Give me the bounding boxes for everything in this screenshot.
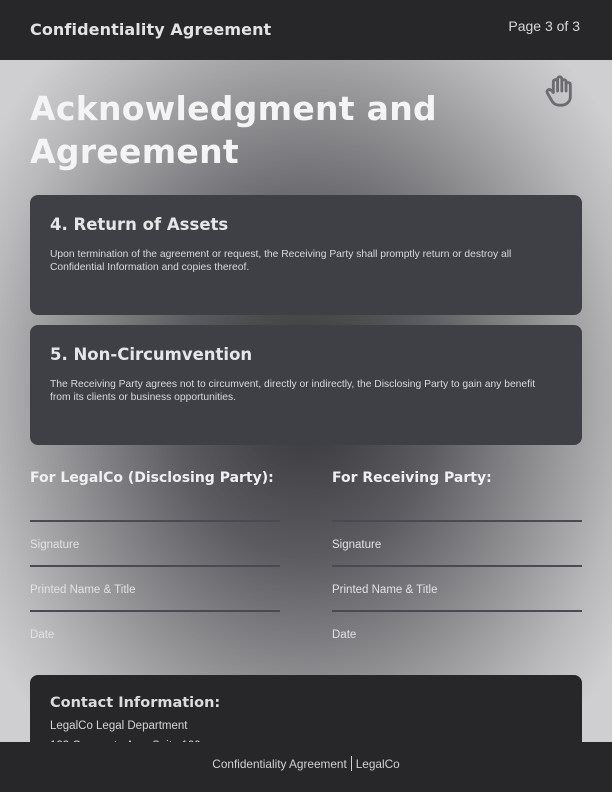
footer-separator [351, 756, 352, 771]
signature-block-heading: For Receiving Party: [332, 470, 492, 486]
header-bar [0, 0, 612, 60]
page-title: Acknowledgment and Agreement [30, 89, 437, 171]
field-label: Printed Name & Title [30, 584, 136, 596]
contact-line: LegalCo Legal Department [50, 720, 188, 732]
page-indicator: Page 3 of 3 [508, 18, 580, 34]
date-field[interactable] [30, 610, 280, 655]
section-return-of-assets [30, 195, 582, 315]
signature-field[interactable] [332, 520, 582, 565]
footer-document-name: Confidentiality Agreement [212, 757, 347, 771]
section-body: Upon termination of the agreement or request, the Receiving Party shall promptly return or destroy all Confidential Information and copies thereof. [50, 249, 512, 273]
document-title: Confidentiality Agreement [30, 20, 272, 39]
hand-stop-icon [542, 71, 576, 111]
signature-block-receiving [332, 470, 582, 655]
printed-name-field[interactable] [30, 565, 280, 610]
field-label: Printed Name & Title [332, 584, 438, 596]
printed-name-field[interactable] [332, 565, 582, 610]
footer-bar [0, 742, 612, 792]
signature-block-disclosing [30, 470, 280, 655]
section-heading: 5. Non-Circumvention [50, 345, 253, 364]
section-non-circumvention [30, 325, 582, 445]
field-label: Date [332, 629, 357, 641]
signature-block-heading: For LegalCo (Disclosing Party): [30, 470, 274, 486]
field-label: Date [30, 629, 55, 641]
field-label: Signature [332, 539, 382, 551]
contact-heading: Contact Information: [50, 695, 221, 711]
section-heading: 4. Return of Assets [50, 215, 229, 234]
footer-company: LegalCo [355, 757, 400, 771]
field-label: Signature [30, 539, 80, 551]
date-field[interactable] [332, 610, 582, 655]
section-body: The Receiving Party agrees not to circumvent, directly or indirectly, the Disclosing Party to gain any benefit from its clients or business opportunities. [50, 379, 536, 403]
signature-field[interactable] [30, 520, 280, 565]
